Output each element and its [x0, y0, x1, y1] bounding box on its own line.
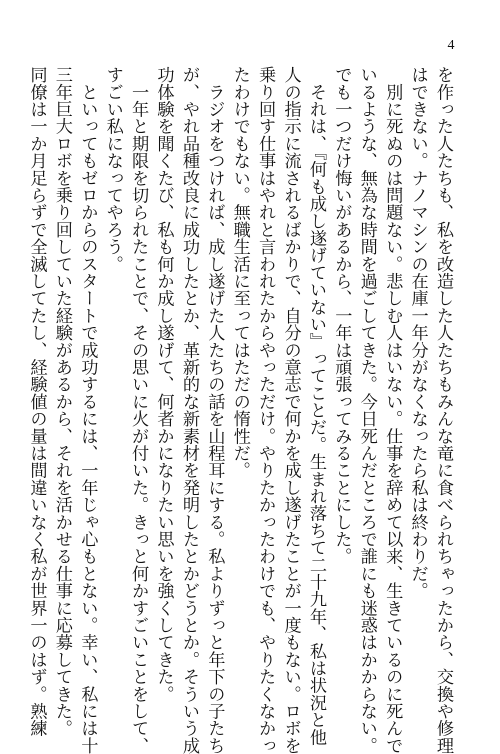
text-line: 乗り回す仕事はやれと言われたからやっただけ。やりたかったわけでも、やりたくなかっ — [255, 66, 276, 754]
text-line: ラジオをつければ、成し遂げた人たちの話を山程耳にする。私よりずっと年下の子たち — [204, 66, 225, 754]
text-line: いるような、無為な時間を過ごしてきた。今日死んだところで誰にも迷惑はかからない。 — [356, 66, 377, 754]
text-line: を作った人たちも、私を改造した人たちもみんな竜に食べられちゃったから、交換や修理 — [433, 66, 453, 754]
text-line: 同僚は一か月足らずで全滅してたし、経験値の量は間違いなく私が世界一のはず。熟練 — [26, 66, 47, 737]
text-line: すごい私になってやろう。 — [102, 66, 123, 273]
text-line: が、やれ品種改良に成功したとか、革新的な新素材を発明したとかどうとか。そういう成 — [178, 66, 199, 754]
vertical-body-text — [26, 66, 455, 754]
text-line: といってもゼロからのスタートで成功するには、一年じゃ心もとない。幸い、私には十 — [77, 66, 98, 754]
page-number: 4 — [447, 38, 455, 53]
text-line: 別に死ぬのは問題ない。悲しむ人はいない。仕事を辞めて以来、生きているのに死んで — [382, 66, 403, 754]
text-line: はできない。ナノマシンの在庫一年分がなくなったら私は終わりだ。 — [407, 66, 428, 600]
text-line: それは、『何も成し遂げていない』ってことだ。生まれ落ちて二十九年、私は状況と他 — [305, 66, 326, 746]
text-line: 三年巨大ロボを乗り回していた経験があるから、それを活かせる仕事に応募してきた。 — [51, 66, 72, 737]
text-line: 功体験を聞くたび、私も何か成し遂げて、何者かになりたい思いを強くしてきた。 — [153, 66, 174, 703]
text-line: たわけでもない。無職生活に至ってはただの惰性だ。 — [229, 66, 250, 479]
text-line: 人の指示に流されるばかりで、自分の意志で何かを成し遂げたことが一度もない。ロボを — [280, 66, 301, 754]
text-line: でも一つだけ悔いがあるから、一年は頑張ってみることにした。 — [331, 66, 352, 565]
text-line: 一年と期限を切られたことで、その思いに火が付いた。きっと何かすごいことをして、 — [128, 66, 149, 754]
